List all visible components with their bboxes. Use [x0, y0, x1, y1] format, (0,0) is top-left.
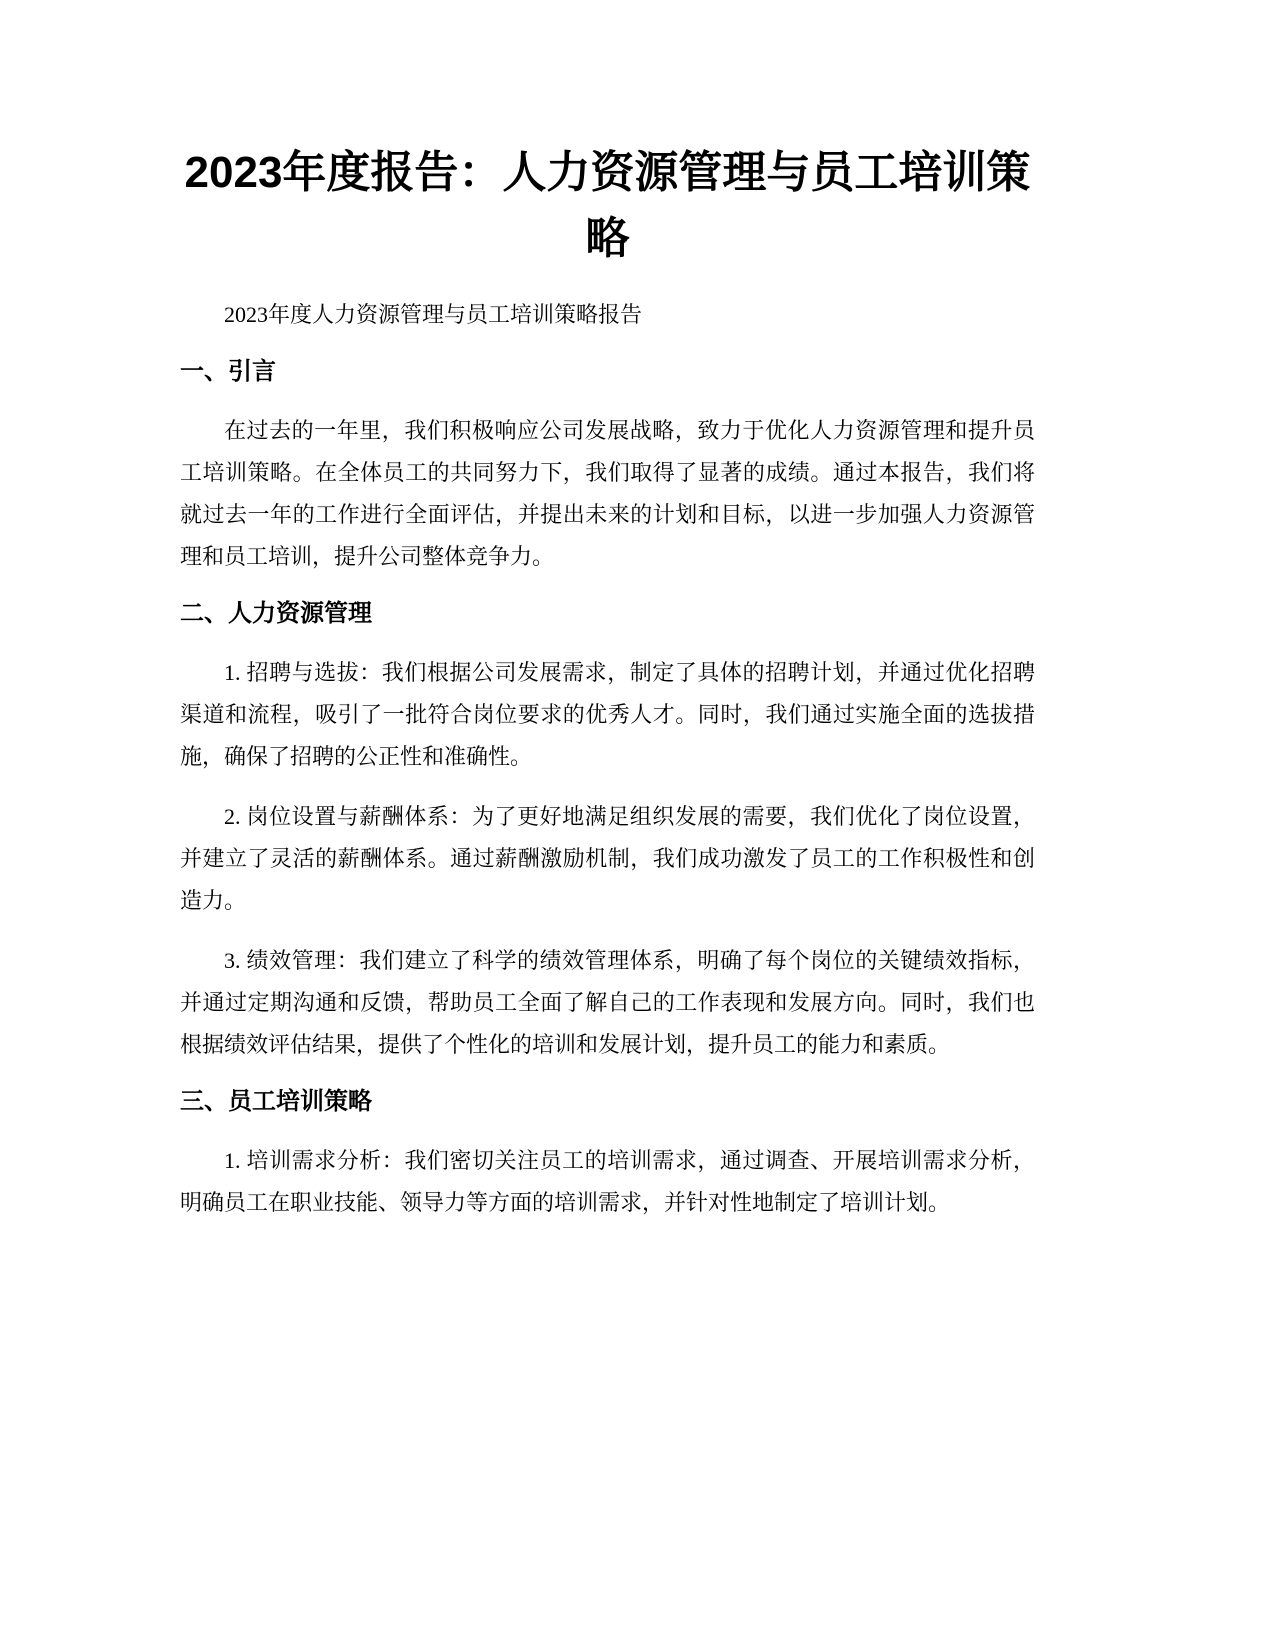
paragraph: 1. 培训需求分析：我们密切关注员工的培训需求，通过调查、开展培训需求分析，明确员工在职业技能、领导力等方面的培训需求，并针对性地制定了培训计划。 [180, 1148, 1035, 1215]
document-page [180, 140, 1035, 1242]
document-title: 2023年度报告：人力资源管理与员工培训策略 [184, 148, 1031, 263]
paragraph: 3. 绩效管理：我们建立了科学的绩效管理体系，明确了每个岗位的关键绩效指标，并通过定期沟通和反馈，帮助员工全面了解自己的工作表现和发展方向。同时，我们也根据绩效评估结果，提供了个性化的培训和发展计划，提升员工的能力和素质。 [180, 948, 1035, 1057]
section-heading: 一、引言 [180, 358, 276, 385]
document-subtitle: 2023年度人力资源管理与员工培训策略报告 [224, 302, 643, 327]
paragraph: 2. 岗位设置与薪酬体系：为了更好地满足组织发展的需要，我们优化了岗位设置，并建立了灵活的薪酬体系。通过薪酬激励机制，我们成功激发了员工的工作积极性和创造力。 [180, 804, 1035, 913]
paragraph: 1. 招聘与选拔：我们根据公司发展需求，制定了具体的招聘计划，并通过优化招聘渠道和流程，吸引了一批符合岗位要求的优秀人才。同时，我们通过实施全面的选拔措施，确保了招聘的公正性和准确性。 [180, 660, 1035, 769]
section-training-strategy [180, 1084, 1035, 1224]
section-hr-management [180, 596, 1035, 1066]
paragraph: 在过去的一年里，我们积极响应公司发展战略，致力于优化人力资源管理和提升员工培训策略。在全体员工的共同努力下，我们取得了显著的成绩。通过本报告，我们将就过去一年的工作进行全面评估，并提出未来的计划和目标，以进一步加强人力资源管理和员工培训，提升公司整体竞争力。 [180, 418, 1035, 569]
section-heading: 三、员工培训策略 [180, 1088, 372, 1115]
section-introduction [180, 354, 1035, 578]
section-heading: 二、人力资源管理 [180, 600, 372, 627]
